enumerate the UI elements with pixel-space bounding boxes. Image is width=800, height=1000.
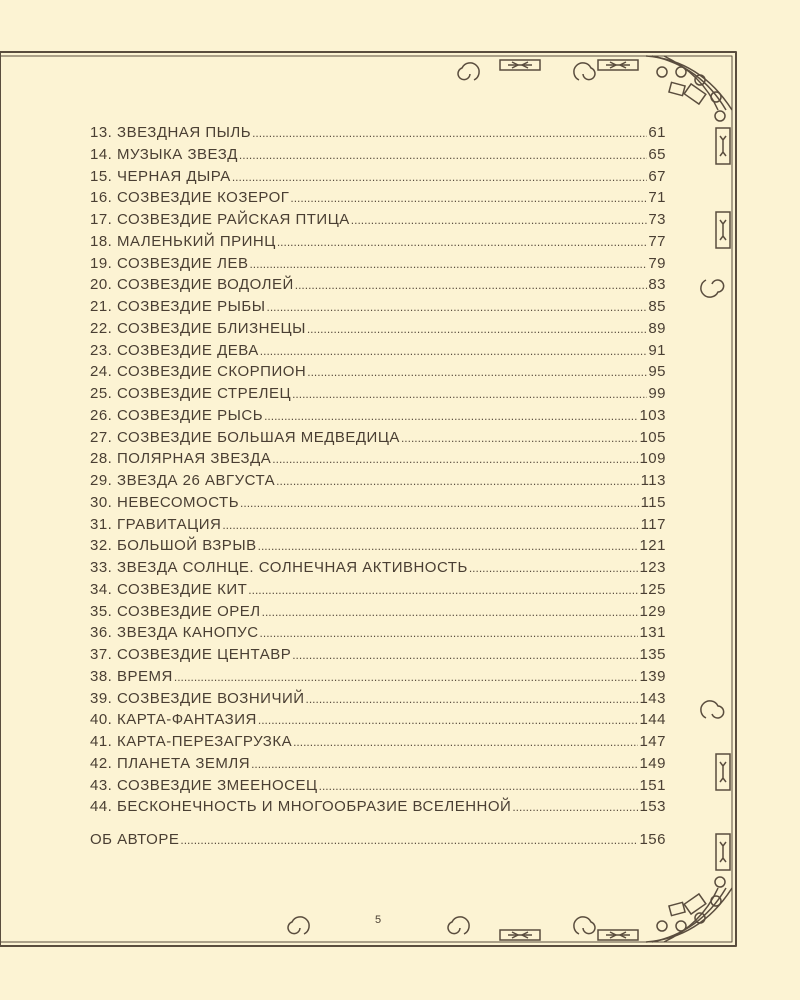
toc-entry bbox=[90, 603, 666, 625]
toc-entry-page: 151 bbox=[639, 776, 666, 794]
dot-leader bbox=[401, 431, 639, 445]
dot-leader bbox=[258, 539, 639, 553]
dot-leader bbox=[264, 409, 638, 423]
dot-leader bbox=[319, 779, 639, 793]
dot-leader bbox=[307, 322, 647, 336]
toc-entry-title: 29. ЗВЕЗДА 26 АВГУСТА bbox=[90, 472, 276, 489]
dot-leader bbox=[293, 735, 638, 749]
toc-entry-page: 91 bbox=[648, 341, 666, 359]
toc-entry-page: 135 bbox=[639, 646, 666, 663]
toc-entry-title: 37. СОЗВЕЗДИЕ ЦЕНТАВР bbox=[90, 646, 292, 663]
toc-entry-title: 35. СОЗВЕЗДИЕ ОРЕЛ bbox=[90, 602, 261, 620]
dot-leader bbox=[260, 626, 639, 640]
toc-entry-page: 79 bbox=[648, 254, 666, 272]
toc-entry bbox=[90, 233, 666, 255]
toc-entry bbox=[90, 320, 666, 342]
toc-entry bbox=[90, 831, 666, 853]
toc-entry-title: 30. НЕВЕСОМОСТЬ bbox=[90, 493, 240, 511]
dot-leader bbox=[306, 692, 639, 706]
dot-leader bbox=[239, 148, 647, 162]
toc-entry bbox=[90, 124, 666, 146]
dot-leader bbox=[469, 561, 639, 575]
toc-entry-title: 43. СОЗВЕЗДИЕ ЗМЕЕНОСЕЦ bbox=[90, 776, 318, 794]
toc-entry bbox=[90, 755, 666, 777]
toc-entry bbox=[90, 581, 666, 603]
toc-entry-title: 18. МАЛЕНЬКИЙ ПРИНЦ bbox=[90, 232, 276, 250]
toc-entry bbox=[90, 733, 666, 755]
toc-entry bbox=[90, 363, 666, 385]
toc-entry-title: 27. СОЗВЕЗДИЕ БОЛЬШАЯ МЕДВЕДИЦА bbox=[90, 428, 400, 446]
dot-leader bbox=[512, 800, 638, 814]
toc-entry-page: 131 bbox=[639, 624, 666, 642]
dot-leader bbox=[258, 713, 639, 727]
toc-entry bbox=[90, 537, 666, 559]
toc-entry-page: 156 bbox=[639, 831, 666, 848]
toc-entry-page: 109 bbox=[639, 450, 666, 468]
toc-entry-title: 32. БОЛЬШОЙ ВЗРЫВ bbox=[90, 537, 257, 555]
toc-entry-page: 71 bbox=[648, 189, 666, 207]
dot-leader bbox=[277, 235, 647, 249]
toc-entry bbox=[90, 255, 666, 277]
corner-ornament-bottom-right bbox=[646, 877, 732, 942]
dot-leader bbox=[267, 300, 648, 314]
toc-entry-title: 44. БЕСКОНЕЧНОСТЬ И МНОГООБРАЗИЕ ВСЕЛЕННОЙ bbox=[90, 798, 512, 816]
toc-entry-page: 139 bbox=[639, 667, 666, 685]
toc-entry bbox=[90, 342, 666, 364]
toc-entry-title: 31. ГРАВИТАЦИЯ bbox=[90, 515, 222, 533]
toc-entry-page: 77 bbox=[648, 232, 666, 250]
dot-leader bbox=[292, 387, 647, 401]
toc-entry-title: 23. СОЗВЕЗДИЕ ДЕВА bbox=[90, 341, 259, 359]
toc-entry-title: 39. СОЗВЕЗДИЕ ВОЗНИЧИЙ bbox=[90, 689, 305, 707]
toc-entry-title: 34. СОЗВЕЗДИЕ КИТ bbox=[90, 580, 248, 598]
toc-entry-page: 147 bbox=[639, 733, 666, 750]
dot-leader bbox=[292, 648, 638, 662]
toc-entry bbox=[90, 668, 666, 690]
top-border-motifs bbox=[458, 60, 638, 80]
corner-ornament-top-right bbox=[646, 56, 732, 121]
right-border-motifs bbox=[701, 128, 730, 870]
toc-entry bbox=[90, 450, 666, 472]
toc-entry-page: 123 bbox=[639, 559, 666, 576]
toc-entry-page: 67 bbox=[648, 167, 666, 185]
toc-entry-title: 26. СОЗВЕЗДИЕ РЫСЬ bbox=[90, 406, 264, 424]
dot-leader bbox=[249, 257, 647, 271]
toc-entry bbox=[90, 777, 666, 799]
toc-entry bbox=[90, 168, 666, 190]
toc-entry bbox=[90, 429, 666, 451]
toc-entry-page: 115 bbox=[640, 493, 666, 511]
toc-entry-page: 99 bbox=[648, 385, 666, 402]
toc-entry-title: 38. ВРЕМЯ bbox=[90, 667, 173, 685]
toc-entry-title: 13. ЗВЕЗДНАЯ ПЫЛЬ bbox=[90, 124, 252, 141]
dot-leader bbox=[174, 670, 639, 684]
dot-leader bbox=[240, 496, 640, 510]
toc-entry-title: 17. СОЗВЕЗДИЕ РАЙСКАЯ ПТИЦА bbox=[90, 211, 350, 228]
toc-entry bbox=[90, 276, 666, 298]
toc-entry-page: 103 bbox=[639, 406, 666, 424]
toc-entry-page: 89 bbox=[648, 319, 666, 337]
dot-leader bbox=[252, 126, 647, 140]
toc-entry bbox=[90, 798, 666, 820]
toc-entry-title: 20. СОЗВЕЗДИЕ ВОДОЛЕЙ bbox=[90, 276, 294, 294]
dot-leader bbox=[180, 833, 638, 847]
toc-entry bbox=[90, 146, 666, 168]
toc-entry bbox=[90, 646, 666, 668]
toc-entry bbox=[90, 690, 666, 712]
toc-entry-page: 61 bbox=[648, 124, 666, 141]
toc-entry-page: 113 bbox=[640, 472, 666, 489]
toc-entry-page: 105 bbox=[639, 428, 666, 446]
toc-entry bbox=[90, 385, 666, 407]
dot-leader bbox=[307, 365, 647, 379]
toc-entry bbox=[90, 298, 666, 320]
dot-leader bbox=[248, 583, 638, 597]
page-number: 5 bbox=[374, 914, 382, 926]
toc-entry-title: 22. СОЗВЕЗДИЕ БЛИЗНЕЦЫ bbox=[90, 319, 306, 337]
toc-entry-page: 73 bbox=[648, 211, 666, 228]
toc-entry-title: 15. ЧЕРНАЯ ДЫРА bbox=[90, 167, 231, 185]
toc-entry bbox=[90, 494, 666, 516]
toc-entry bbox=[90, 189, 666, 211]
toc-entry-page: 95 bbox=[648, 363, 666, 381]
toc-entry-title: 40. КАРТА-ФАНТАЗИЯ bbox=[90, 711, 257, 729]
toc-entry-title: 16. СОЗВЕЗДИЕ КОЗЕРОГ bbox=[90, 189, 290, 207]
dot-leader bbox=[290, 191, 647, 205]
toc-entry-page: 83 bbox=[648, 276, 666, 294]
toc-entry-title: 21. СОЗВЕЗДИЕ РЫБЫ bbox=[90, 298, 266, 315]
toc-entry-page: 129 bbox=[639, 602, 666, 620]
toc-entry-title: 19. СОЗВЕЗДИЕ ЛЕВ bbox=[90, 254, 249, 272]
toc-entry bbox=[90, 407, 666, 429]
dot-leader bbox=[260, 344, 648, 358]
toc-entry-title: 42. ПЛАНЕТА ЗЕМЛЯ bbox=[90, 754, 251, 772]
toc-entry-title: 33. ЗВЕЗДА СОЛНЦЕ. СОЛНЕЧНАЯ АКТИВНОСТЬ bbox=[90, 559, 468, 576]
dot-leader bbox=[222, 518, 639, 532]
dot-leader bbox=[272, 452, 638, 466]
toc-entry bbox=[90, 211, 666, 233]
toc-entry bbox=[90, 559, 666, 581]
bottom-border-motifs bbox=[288, 917, 638, 940]
toc-entry-page: 125 bbox=[639, 580, 666, 598]
toc-entry-page: 153 bbox=[639, 798, 666, 816]
toc-entry-page: 65 bbox=[648, 145, 666, 163]
toc-entry-page: 117 bbox=[640, 515, 666, 533]
dot-leader bbox=[251, 757, 638, 771]
toc-entry-title: 24. СОЗВЕЗДИЕ СКОРПИОН bbox=[90, 363, 307, 381]
dot-leader bbox=[295, 278, 648, 292]
dot-leader bbox=[351, 213, 648, 227]
toc-entry-title: 41. КАРТА-ПЕРЕЗАГРУЗКА bbox=[90, 733, 293, 750]
toc-entry-title: 28. ПОЛЯРНАЯ ЗВЕЗДА bbox=[90, 450, 272, 468]
dot-leader bbox=[232, 170, 648, 184]
toc-entry bbox=[90, 472, 666, 494]
toc-entry-title: 14. МУЗЫКА ЗВЕЗД bbox=[90, 145, 238, 163]
toc-entry bbox=[90, 624, 666, 646]
toc-entry-page: 144 bbox=[639, 711, 666, 729]
toc-entry-page: 149 bbox=[639, 754, 666, 772]
toc-entry-page: 121 bbox=[639, 537, 666, 555]
dot-leader bbox=[262, 605, 639, 619]
table-of-contents bbox=[90, 124, 666, 853]
toc-entry-page: 85 bbox=[648, 298, 666, 315]
toc-entry-title: ОБ АВТОРЕ bbox=[90, 831, 180, 848]
toc-entry bbox=[90, 516, 666, 538]
toc-entry bbox=[90, 711, 666, 733]
toc-entry-page: 143 bbox=[639, 689, 666, 707]
dot-leader bbox=[276, 474, 639, 488]
toc-entry-title: 25. СОЗВЕЗДИЕ СТРЕЛЕЦ bbox=[90, 385, 292, 402]
toc-entry-title: 36. ЗВЕЗДА КАНОПУС bbox=[90, 624, 259, 642]
